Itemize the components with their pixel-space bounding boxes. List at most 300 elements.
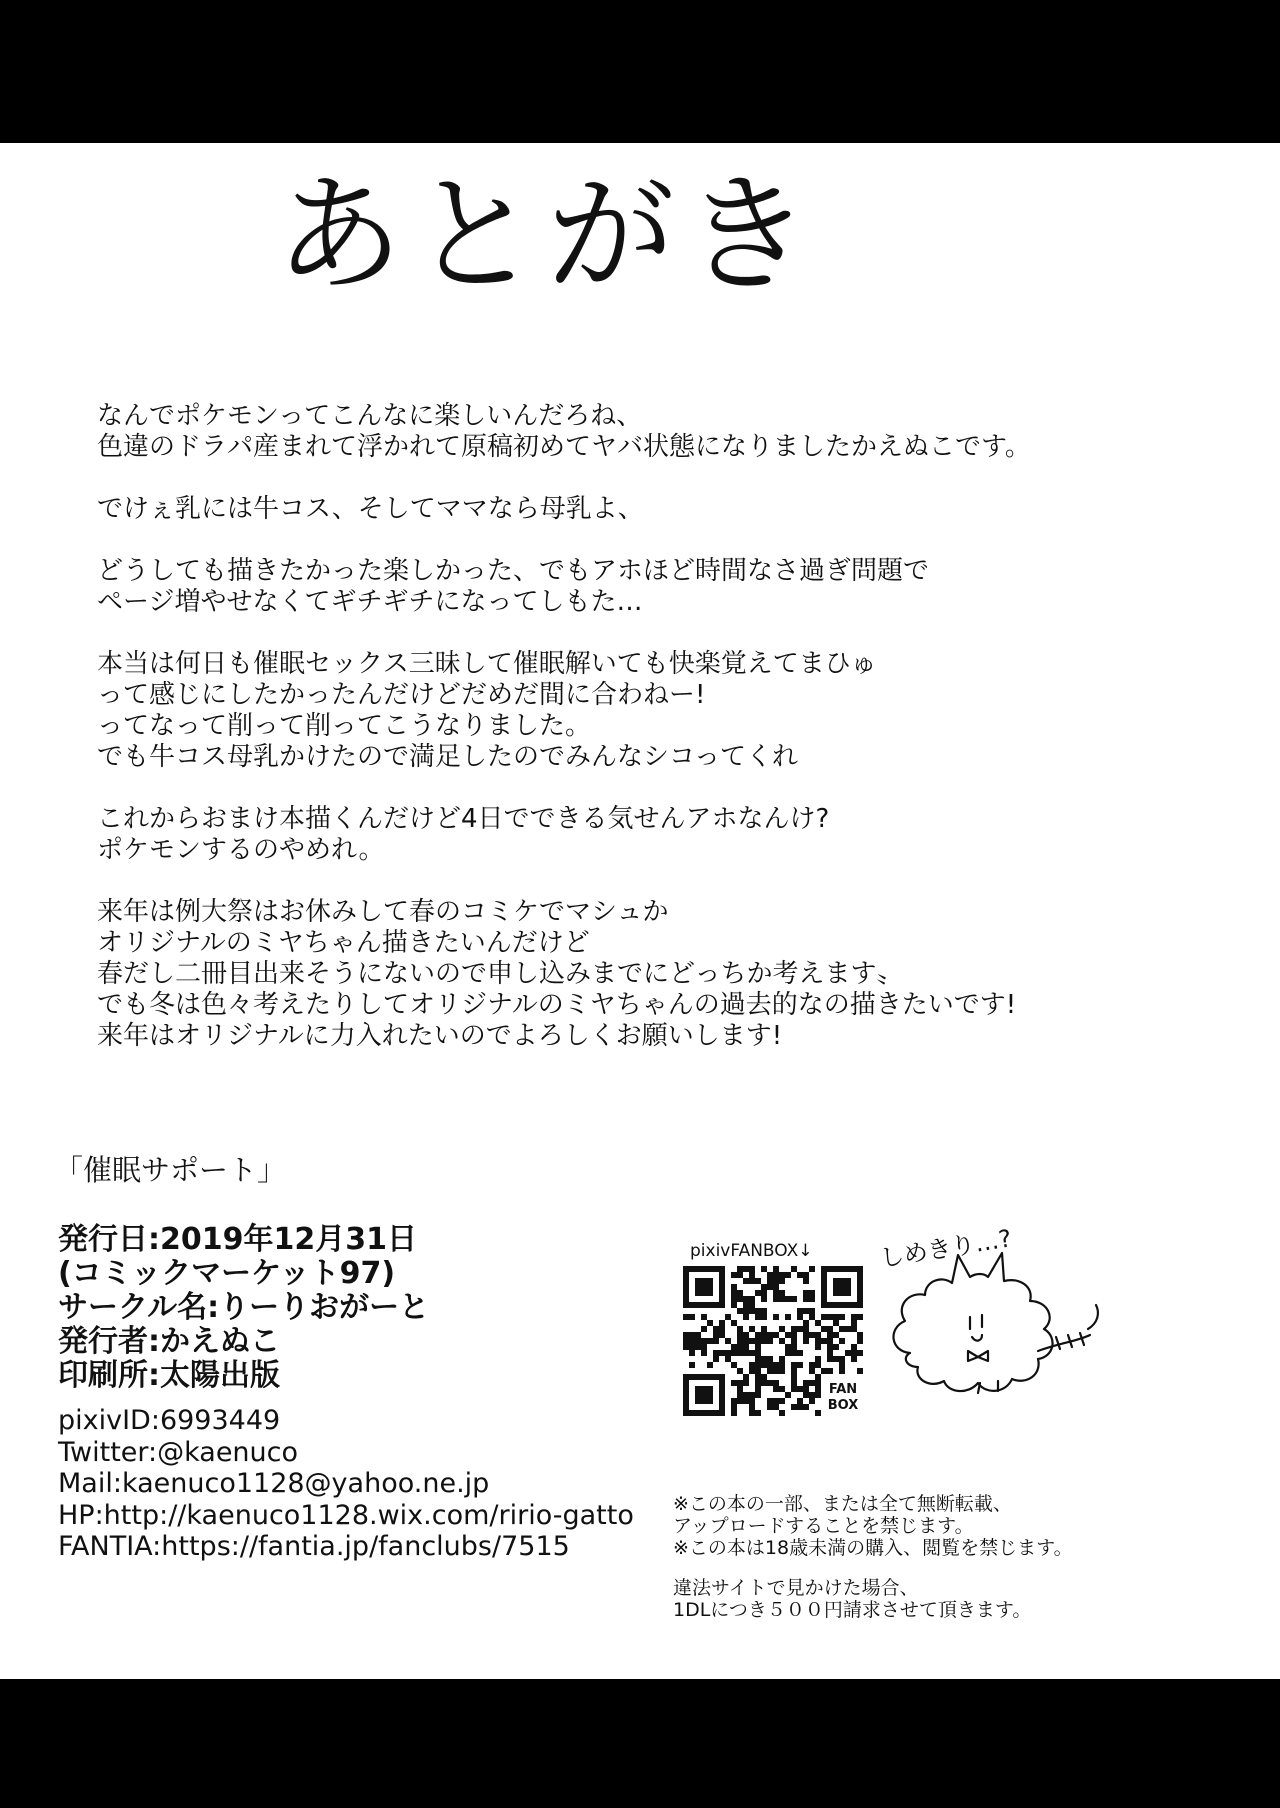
- book-title: 「催眠サポート」: [54, 1153, 287, 1187]
- qr-module: [761, 1326, 767, 1332]
- qr-module: [761, 1296, 767, 1302]
- qr-module: [755, 1410, 761, 1416]
- qr-module: [809, 1380, 815, 1386]
- qr-module: [809, 1362, 815, 1368]
- notice-line: ※この本は18歳未満の購入、閲覧を禁じます。: [673, 1537, 1073, 1559]
- qr-module: [749, 1296, 755, 1302]
- qr-module: [839, 1314, 845, 1320]
- qr-module: [803, 1338, 809, 1344]
- qr-module: [797, 1386, 803, 1392]
- qr-module: [731, 1272, 737, 1278]
- qr-module: [803, 1290, 809, 1296]
- qr-module: [779, 1278, 785, 1284]
- qr-module: [683, 1314, 689, 1320]
- qr-module: [767, 1380, 773, 1386]
- qr-module: [755, 1338, 761, 1344]
- qr-module: [749, 1272, 755, 1278]
- qr-module: [707, 1362, 713, 1368]
- qr-module: [761, 1284, 767, 1290]
- qr-module: [767, 1356, 773, 1362]
- qr-module: [803, 1404, 809, 1410]
- qr-module: [767, 1362, 773, 1368]
- qr-module: [845, 1350, 851, 1356]
- qr-module: [857, 1338, 863, 1344]
- qr-module: [809, 1290, 815, 1296]
- qr-module: [683, 1332, 689, 1338]
- qr-module: [731, 1296, 737, 1302]
- qr-module: [701, 1314, 707, 1320]
- notice-line: 1DLにつき５００円請求させて頂きます。: [673, 1599, 1032, 1621]
- qr-module: [755, 1350, 761, 1356]
- qr-module: [749, 1338, 755, 1344]
- qr-module: [773, 1314, 779, 1320]
- body-line: 来年はオリジナルに力入れたいのでよろしくお願いします!: [97, 1021, 783, 1051]
- qr-module: [839, 1338, 845, 1344]
- qr-module: [767, 1338, 773, 1344]
- qr-module: [755, 1380, 761, 1386]
- qr-module: [737, 1272, 743, 1278]
- qr-module: [731, 1362, 737, 1368]
- qr-module: [791, 1362, 797, 1368]
- qr-module: [725, 1356, 731, 1362]
- qr-module: [791, 1368, 797, 1374]
- qr-module: [749, 1368, 755, 1374]
- qr-module: [713, 1338, 719, 1344]
- qr-module: [803, 1380, 809, 1386]
- fluffy-cat-doodle: [870, 1233, 1130, 1433]
- qr-module: [815, 1356, 821, 1362]
- qr-module: [797, 1404, 803, 1410]
- qr-module: [809, 1314, 815, 1320]
- qr-module: [755, 1392, 761, 1398]
- contact-line: Mail:kaenuco1128@yahoo.ne.jp: [58, 1468, 490, 1499]
- qr-module: [791, 1326, 797, 1332]
- qr-module: [755, 1386, 761, 1392]
- qr-module: [851, 1356, 857, 1362]
- qr-module: [743, 1338, 749, 1344]
- qr-module: [773, 1284, 779, 1290]
- qr-module: [779, 1326, 785, 1332]
- qr-module: [767, 1368, 773, 1374]
- qr-module: [833, 1332, 839, 1338]
- qr-module: [809, 1332, 815, 1338]
- qr-module: [707, 1320, 713, 1326]
- qr-module: [743, 1296, 749, 1302]
- qr-module: [767, 1332, 773, 1338]
- qr-module: [737, 1296, 743, 1302]
- qr-module: [827, 1326, 833, 1332]
- qr-module: [755, 1308, 761, 1314]
- qr-module: [701, 1350, 707, 1356]
- qr-module: [785, 1272, 791, 1278]
- qr-module: [755, 1332, 761, 1338]
- qr-module: [779, 1368, 785, 1374]
- qr-module: [851, 1344, 857, 1350]
- qr-module: [779, 1356, 785, 1362]
- qr-module: [797, 1398, 803, 1404]
- contact-info: [58, 1405, 634, 1563]
- qr-module: [749, 1404, 755, 1410]
- qr-module: [773, 1368, 779, 1374]
- body-line: って感じにしたかったんだけどだめだ間に合わねー!: [97, 680, 706, 710]
- qr-module: [797, 1350, 803, 1356]
- qr-module: [743, 1350, 749, 1356]
- qr-module: [737, 1398, 743, 1404]
- paragraph: [97, 897, 1187, 1052]
- qr-module: [803, 1386, 809, 1392]
- qr-module: [785, 1344, 791, 1350]
- qr-module: [779, 1296, 785, 1302]
- qr-module: [749, 1266, 755, 1272]
- qr-module: [797, 1362, 803, 1368]
- qr-module: [785, 1392, 791, 1398]
- colophon-line: (コミックマーケット97): [58, 1256, 396, 1291]
- qr-module: [791, 1386, 797, 1392]
- qr-module: [827, 1332, 833, 1338]
- colophon-line: 印刷所:太陽出版: [58, 1358, 280, 1393]
- paragraph: [97, 556, 1187, 618]
- qr-module: [743, 1398, 749, 1404]
- body-line: でも冬は色々考えたりしてオリジナルのミヤちゃんの過去的なの描きたいです!: [97, 990, 1017, 1020]
- notice-line: アップロードすることを禁じます。: [673, 1515, 974, 1537]
- qr-module: [737, 1392, 743, 1398]
- colophon: [58, 1223, 429, 1393]
- qr-module: [731, 1320, 737, 1326]
- qr-module: [827, 1344, 833, 1350]
- qr-module: [749, 1302, 755, 1308]
- qr-module: [755, 1368, 761, 1374]
- qr-module: [809, 1368, 815, 1374]
- qr-module: [785, 1296, 791, 1302]
- qr-module: [851, 1350, 857, 1356]
- qr-module: [755, 1278, 761, 1284]
- qr-module: [713, 1326, 719, 1332]
- qr-module: [755, 1362, 761, 1368]
- qr-module: [821, 1326, 827, 1332]
- notice-line: ※この本の一部、または全て無断転載、: [673, 1493, 1012, 1515]
- qr-module: [749, 1410, 755, 1416]
- qr-module: [785, 1332, 791, 1338]
- qr-module: [773, 1290, 779, 1296]
- qr-module: [779, 1338, 785, 1344]
- body-line: 来年は例大祭はお休みして春のコミケでマシュか: [97, 897, 669, 927]
- qr-finder-top-left: [683, 1266, 725, 1308]
- colophon-line: 発行者:かえぬこ: [58, 1324, 280, 1359]
- notice-line: 違法サイトで見かけた場合、: [673, 1577, 919, 1599]
- qr-module: [827, 1338, 833, 1344]
- qr-module: [803, 1272, 809, 1278]
- qr-module: [815, 1338, 821, 1344]
- qr-module: [803, 1296, 809, 1302]
- qr-module: [695, 1344, 701, 1350]
- colophon-line: 発行日:2019年12月31日: [58, 1222, 417, 1257]
- qr-module: [749, 1278, 755, 1284]
- qr-module: [809, 1392, 815, 1398]
- qr-module: [773, 1380, 779, 1386]
- qr-module: [773, 1296, 779, 1302]
- qr-finder-bottom-left: [683, 1374, 725, 1416]
- qr-module: [749, 1398, 755, 1404]
- qr-module: [731, 1290, 737, 1296]
- qr-module: [689, 1344, 695, 1350]
- qr-module: [791, 1266, 797, 1272]
- body-line: でも牛コス母乳かけたので満足したのでみんなシコってくれ: [97, 742, 798, 772]
- qr-module: [857, 1350, 863, 1356]
- qr-module: [797, 1308, 803, 1314]
- qr-module: [701, 1344, 707, 1350]
- qr-module: [731, 1302, 737, 1308]
- qr-module: [737, 1266, 743, 1272]
- qr-module: [767, 1272, 773, 1278]
- qr-module: [839, 1368, 845, 1374]
- qr-module: [803, 1326, 809, 1332]
- paragraph: [97, 401, 1187, 463]
- qr-module: [779, 1410, 785, 1416]
- qr-module: [851, 1320, 857, 1326]
- qr-module: [857, 1314, 863, 1320]
- fanbox-qr-code: [683, 1266, 863, 1416]
- qr-module: [743, 1308, 749, 1314]
- qr-module: [755, 1374, 761, 1380]
- badge-line-2: BOX: [827, 1398, 859, 1413]
- body-line: ってなって削って削ってこうなりました。: [97, 711, 592, 741]
- qr-module: [851, 1314, 857, 1320]
- qr-module: [827, 1368, 833, 1374]
- qr-module: [719, 1326, 725, 1332]
- qr-module: [749, 1326, 755, 1332]
- qr-module: [791, 1374, 797, 1380]
- colophon-line: サークル名:りーりおがーと: [58, 1290, 430, 1325]
- qr-module: [683, 1344, 689, 1350]
- qr-module: [821, 1368, 827, 1374]
- qr-module: [755, 1314, 761, 1320]
- qr-module: [761, 1266, 767, 1272]
- qr-module: [779, 1362, 785, 1368]
- qr-module: [845, 1326, 851, 1332]
- qr-module: [773, 1266, 779, 1272]
- qr-module: [743, 1278, 749, 1284]
- qr-module: [719, 1332, 725, 1338]
- qr-module: [815, 1320, 821, 1326]
- qr-module: [857, 1368, 863, 1374]
- qr-module: [833, 1314, 839, 1320]
- qr-module: [707, 1338, 713, 1344]
- qr-module: [851, 1326, 857, 1332]
- qr-module: [743, 1314, 749, 1320]
- qr-module: [785, 1314, 791, 1320]
- qr-module: [827, 1356, 833, 1362]
- qr-module: [689, 1362, 695, 1368]
- qr-module: [695, 1338, 701, 1344]
- qr-module: [767, 1404, 773, 1410]
- qr-module: [815, 1374, 821, 1380]
- qr-module: [773, 1362, 779, 1368]
- afterword-body: [97, 401, 1187, 1083]
- qr-module: [791, 1332, 797, 1338]
- qr-module: [725, 1350, 731, 1356]
- qr-module: [743, 1332, 749, 1338]
- qr-module: [773, 1386, 779, 1392]
- qr-module: [779, 1272, 785, 1278]
- qr-module: [761, 1356, 767, 1362]
- qr-module: [731, 1404, 737, 1410]
- qr-module: [767, 1278, 773, 1284]
- qr-module: [731, 1350, 737, 1356]
- body-line: なんでポケモンってこんなに楽しいんだろね、: [97, 401, 643, 431]
- mascot-caption: しめきり…?: [878, 1224, 1014, 1273]
- qr-module: [695, 1332, 701, 1338]
- qr-module: [773, 1278, 779, 1284]
- contact-line: HP:http://kaenuco1128.wix.com/ririo-gatto: [58, 1499, 634, 1531]
- qr-module: [791, 1380, 797, 1386]
- qr-module: [815, 1344, 821, 1350]
- qr-module: [737, 1326, 743, 1332]
- qr-module: [815, 1386, 821, 1392]
- qr-module: [737, 1344, 743, 1350]
- qr-module: [767, 1284, 773, 1290]
- qr-module: [791, 1350, 797, 1356]
- qr-module: [815, 1410, 821, 1416]
- qr-module: [731, 1410, 737, 1416]
- qr-module: [779, 1398, 785, 1404]
- qr-module: [731, 1398, 737, 1404]
- qr-module: [737, 1386, 743, 1392]
- qr-module: [755, 1290, 761, 1296]
- body-line: オリジナルのミヤちゃん描きたいんだけど: [97, 928, 590, 958]
- qr-module: [737, 1308, 743, 1314]
- qr-module: [737, 1350, 743, 1356]
- contact-line: FANTIA:https://fantia.jp/fanclubs/7515: [58, 1531, 570, 1562]
- qr-module: [809, 1398, 815, 1404]
- qr-module: [749, 1362, 755, 1368]
- qr-module: [689, 1338, 695, 1344]
- qr-module: [767, 1398, 773, 1404]
- badge-line-1: FAN: [828, 1382, 858, 1397]
- qr-module: [713, 1332, 719, 1338]
- qr-module: [839, 1326, 845, 1332]
- paragraph: [97, 649, 1187, 773]
- qr-module: [797, 1326, 803, 1332]
- qr-module: [779, 1290, 785, 1296]
- qr-module: [689, 1332, 695, 1338]
- body-line: 色違のドラパ産まれて浮かれて原稿初めてヤバ状態になりましたかえぬこです。: [97, 432, 1031, 462]
- qr-module: [761, 1338, 767, 1344]
- qr-module: [737, 1338, 743, 1344]
- fanbox-badge: [823, 1376, 863, 1416]
- qr-module: [743, 1392, 749, 1398]
- qr-module: [743, 1344, 749, 1350]
- qr-module: [719, 1320, 725, 1326]
- qr-module: [737, 1368, 743, 1374]
- qr-module: [857, 1332, 863, 1338]
- qr-module: [833, 1356, 839, 1362]
- qr-module: [803, 1392, 809, 1398]
- qr-module: [821, 1338, 827, 1344]
- doodle-bow: [968, 1351, 988, 1361]
- qr-module: [821, 1314, 827, 1320]
- qr-label: pixivFANBOX↓: [690, 1241, 813, 1261]
- qr-module: [737, 1332, 743, 1338]
- legal-notices: [673, 1493, 1073, 1621]
- qr-module: [743, 1374, 749, 1380]
- qr-module: [779, 1386, 785, 1392]
- body-line: ポケモンするのやめれ。: [97, 835, 385, 865]
- qr-module: [785, 1350, 791, 1356]
- qr-module: [761, 1308, 767, 1314]
- qr-module: [773, 1272, 779, 1278]
- qr-module: [809, 1296, 815, 1302]
- qr-module: [761, 1332, 767, 1338]
- qr-module: [689, 1350, 695, 1356]
- qr-module: [683, 1338, 689, 1344]
- qr-module: [803, 1308, 809, 1314]
- qr-module: [827, 1314, 833, 1320]
- qr-module: [737, 1380, 743, 1386]
- paragraph: [97, 804, 1187, 866]
- qr-module: [743, 1302, 749, 1308]
- qr-module: [815, 1392, 821, 1398]
- qr-module: [797, 1272, 803, 1278]
- contact-line: Twitter:@kaenuco: [58, 1436, 299, 1468]
- qr-module: [803, 1332, 809, 1338]
- qr-module: [731, 1284, 737, 1290]
- body-line: これからおまけ本描くんだけど4日でできる気せんアホなんけ?: [97, 804, 830, 834]
- body-line: 本当は何日も催眠セックス三昧して催眠解いても快楽覚えてまひゅ: [97, 649, 877, 679]
- qr-module: [749, 1350, 755, 1356]
- qr-module: [833, 1344, 839, 1350]
- qr-module: [737, 1290, 743, 1296]
- qr-module: [761, 1374, 767, 1380]
- qr-module: [797, 1314, 803, 1320]
- qr-module: [803, 1320, 809, 1326]
- qr-module: [731, 1380, 737, 1386]
- qr-module: [701, 1338, 707, 1344]
- page-title: あとがき: [275, 161, 820, 310]
- doodle-body: [894, 1253, 1053, 1391]
- qr-module: [761, 1314, 767, 1320]
- body-line: どうしても描きたかった楽しかった、でもアホほど時間なさ過ぎ問題で: [97, 556, 930, 586]
- body-line: 春だし二冊目出来そうにないので申し込みまでにどっちか考えます〟: [97, 959, 903, 989]
- qr-module: [731, 1344, 737, 1350]
- qr-module: [725, 1338, 731, 1344]
- qr-module: [761, 1290, 767, 1296]
- qr-module: [713, 1356, 719, 1362]
- qr-module: [791, 1296, 797, 1302]
- qr-module: [815, 1380, 821, 1386]
- body-line: ページ増やせなくてギチギチになってしもた…: [97, 587, 643, 617]
- doodle-motion: [1088, 1305, 1098, 1329]
- qr-module: [839, 1362, 845, 1368]
- qr-module: [809, 1308, 815, 1314]
- qr-module: [827, 1350, 833, 1356]
- qr-module: [791, 1404, 797, 1410]
- qr-module: [803, 1278, 809, 1284]
- qr-module: [815, 1332, 821, 1338]
- qr-finder-top-right: [821, 1266, 863, 1308]
- qr-module: [791, 1344, 797, 1350]
- contact-line: pixivID:6993449: [58, 1405, 281, 1436]
- qr-module: [761, 1380, 767, 1386]
- qr-module: [773, 1332, 779, 1338]
- qr-module: [725, 1314, 731, 1320]
- qr-module: [761, 1362, 767, 1368]
- qr-module: [689, 1314, 695, 1320]
- qr-module: [755, 1344, 761, 1350]
- qr-module: [743, 1266, 749, 1272]
- doodle-mouth: [972, 1335, 982, 1341]
- qr-module: [749, 1308, 755, 1314]
- doodle-tail-mark-1: [1056, 1337, 1060, 1349]
